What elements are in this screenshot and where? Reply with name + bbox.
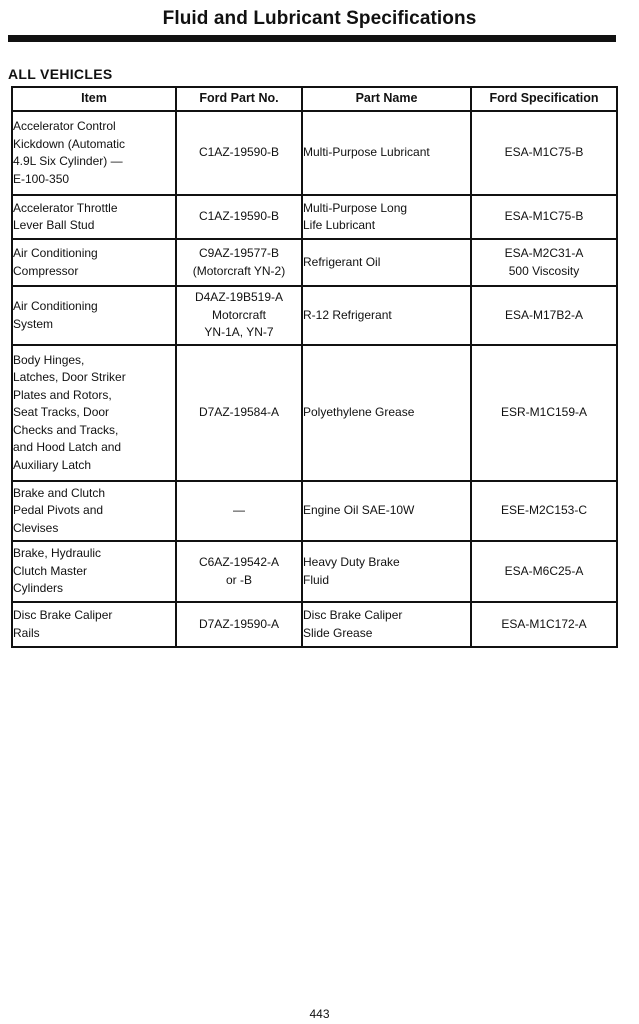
cell-part-no: C6AZ-19542-A or -B xyxy=(176,541,302,602)
cell-spec: ESA-M17B2-A xyxy=(471,286,617,345)
cell-part-name: Multi-Purpose Lubricant xyxy=(302,111,471,195)
page-title: Fluid and Lubricant Specifications xyxy=(162,8,477,29)
cell-spec: ESR-M1C159-A xyxy=(471,345,617,481)
title-rule xyxy=(8,35,616,42)
cell-item: Accelerator Throttle Lever Ball Stud xyxy=(12,195,176,239)
cell-item: Air Conditioning System xyxy=(12,286,176,345)
cell-part-no: D4AZ-19B519-A Motorcraft YN-1A, YN-7 xyxy=(176,286,302,345)
cell-part-name: Disc Brake Caliper Slide Grease xyxy=(302,602,471,647)
cell-item: Body Hinges, Latches, Door Striker Plates and Rotors, Seat Tracks, Door Checks and Tracks, and Hood Latch and Auxiliary Latch xyxy=(12,345,176,481)
table-row xyxy=(12,541,617,602)
cell-part-name: Heavy Duty Brake Fluid xyxy=(302,541,471,602)
table-row xyxy=(12,286,617,345)
table-row xyxy=(12,111,617,195)
cell-item: Brake, Hydraulic Clutch Master Cylinders xyxy=(12,541,176,602)
table-row xyxy=(12,602,617,647)
cell-part-no: C1AZ-19590-B xyxy=(176,111,302,195)
cell-spec: ESE-M2C153-C xyxy=(471,481,617,541)
cell-part-name: R-12 Refrigerant xyxy=(302,286,471,345)
cell-spec: ESA-M1C75-B xyxy=(471,195,617,239)
cell-item: Air Conditioning Compressor xyxy=(12,239,176,286)
cell-part-no: — xyxy=(176,481,302,541)
cell-spec: ESA-M6C25-A xyxy=(471,541,617,602)
header-item: Item xyxy=(12,87,176,111)
cell-spec: ESA-M2C31-A 500 Viscosity xyxy=(471,239,617,286)
header-part-no: Ford Part No. xyxy=(176,87,302,111)
header-spec: Ford Specification xyxy=(471,87,617,111)
cell-spec: ESA-M1C75-B xyxy=(471,111,617,195)
cell-part-no: C9AZ-19577-B (Motorcraft YN-2) xyxy=(176,239,302,286)
header-row xyxy=(12,87,617,111)
cell-item: Disc Brake Caliper Rails xyxy=(12,602,176,647)
cell-part-name: Engine Oil SAE-10W xyxy=(302,481,471,541)
table-row xyxy=(12,195,617,239)
cell-part-no: D7AZ-19584-A xyxy=(176,345,302,481)
cell-item: Accelerator Control Kickdown (Automatic 4.9L Six Cylinder) — E-100-350 xyxy=(12,111,176,195)
cell-part-no: C1AZ-19590-B xyxy=(176,195,302,239)
cell-part-no: D7AZ-19590-A xyxy=(176,602,302,647)
header-part-name: Part Name xyxy=(302,87,471,111)
section-heading: ALL VEHICLES xyxy=(8,66,113,82)
page-number: 443 xyxy=(309,1007,330,1021)
cell-part-name: Refrigerant Oil xyxy=(302,239,471,286)
table-row xyxy=(12,345,617,481)
table-row xyxy=(12,239,617,286)
cell-part-name: Polyethylene Grease xyxy=(302,345,471,481)
spec-table xyxy=(11,86,618,648)
table-row xyxy=(12,481,617,541)
cell-spec: ESA-M1C172-A xyxy=(471,602,617,647)
cell-part-name: Multi-Purpose Long Life Lubricant xyxy=(302,195,471,239)
cell-item: Brake and Clutch Pedal Pivots and Clevises xyxy=(12,481,176,541)
